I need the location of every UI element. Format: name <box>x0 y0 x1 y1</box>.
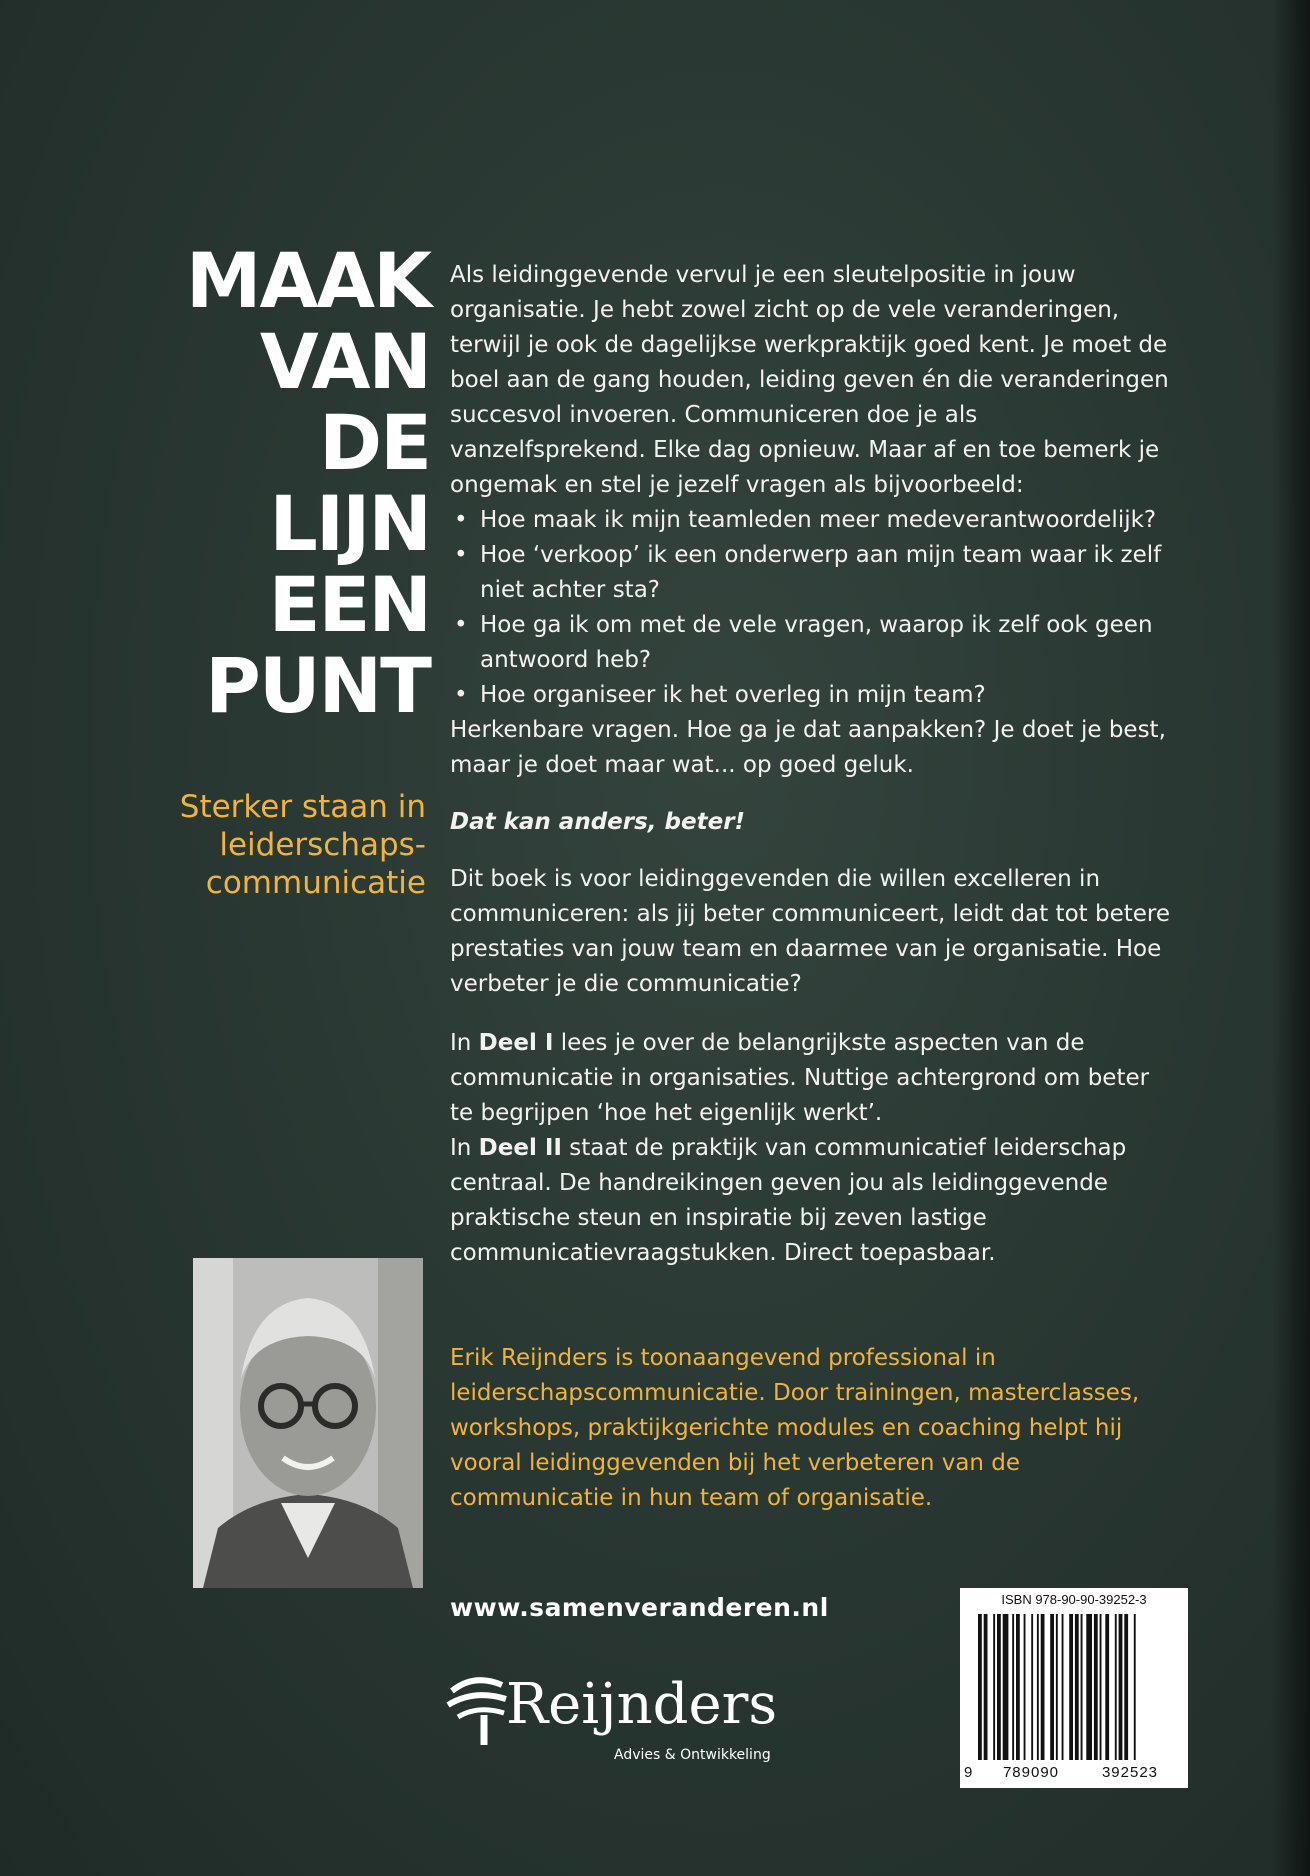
barcode-bar <box>1086 1614 1092 1760</box>
part-two-text: staat de praktijk van communicatief leiderschap centraal. De handreikingen geven jou als leidinggevende praktische steun en inspiratie bij zeven lastige communicatievraagstukken. Direct toepasbaar. <box>450 1135 1127 1266</box>
barcode-bar <box>1105 1614 1109 1760</box>
question-list <box>450 503 1170 713</box>
ean-left-digits: 789090 <box>1002 1764 1060 1781</box>
part-two-prefix: In <box>450 1135 479 1161</box>
publisher-logo <box>444 1665 804 1775</box>
title-line: EEN <box>268 560 430 649</box>
title-line: DE <box>318 398 430 487</box>
part-one-paragraph <box>450 1026 1170 1131</box>
question-item: • Hoe ‘verkoop’ ik een onderwerp aan mijn team waar ik zelf niet achter sta? <box>450 538 1170 608</box>
barcode-bar <box>1056 1614 1058 1760</box>
book-subtitle <box>120 788 426 902</box>
barcode-bar <box>1081 1614 1083 1760</box>
barcode-bar <box>1012 1614 1014 1760</box>
title-line: LIJN <box>269 479 430 568</box>
website-link[interactable]: www.samenveranderen.nl <box>450 1593 829 1622</box>
barcode-bar <box>1024 1614 1026 1760</box>
publisher-name: Reijnders <box>506 1672 778 1737</box>
barcode-bar <box>1031 1614 1033 1760</box>
ean-right-digits: 392523 <box>1101 1764 1159 1781</box>
subtitle-line: leiderschaps- <box>219 827 426 863</box>
barcode-bar <box>1115 1614 1117 1760</box>
author-bio: Erik Reijnders is toonaangevend professional in leiderschapscommunicatie. Door trainingen, masterclasses, workshops, praktijkgerichte modules en coaching helpt hij vooral leidinggevenden bij het verbeteren van de communicatie in hun team of organisatie. <box>450 1345 1140 1511</box>
author-portrait-graphic <box>193 1258 423 1588</box>
part-two-label: Deel II <box>478 1135 562 1161</box>
isbn-barcode <box>960 1588 1188 1788</box>
isbn-label: ISBN 978-90-90-39252-3 <box>1001 1592 1147 1607</box>
part-one-prefix: In <box>450 1030 479 1056</box>
part-one-text: lees je over de belangrijkste aspecten van de communicatie in organisaties. Nuttige achtergrond om beter te begrijpen ‘hoe het eigenlijk werkt’. <box>450 1030 1150 1126</box>
book-title <box>140 236 430 730</box>
barcode-bars <box>960 1588 1188 1788</box>
question-item: • Hoe ga ik om met de vele vragen, waarop ik zelf ook geen antwoord heb? <box>450 608 1170 678</box>
subtitle-line: communicatie <box>205 865 426 901</box>
barcode-bar <box>997 1614 1001 1760</box>
barcode-bar <box>1037 1614 1039 1760</box>
title-line: PUNT <box>205 641 430 730</box>
publisher-subtitle: Advies & Ontwikkeling <box>614 1747 771 1763</box>
barcode-bar <box>1124 1614 1128 1760</box>
author-photo <box>193 1258 423 1588</box>
title-line: MAAK <box>185 236 430 325</box>
intro-paragraph: Als leidinggevende vervul je een sleutelpositie in jouw organisatie. Je hebt zowel zicht op de vele veranderingen, terwijl je ook de dagelijkse werkpraktijk goed kent. Je moet de boel aan de gang houden, leiding geven én die veranderingen succesvol invoeren. Communiceren doe je als vanzelfsprekend. Elke dag opnieuw. Maar af en toe bemerk je ongemak en stel je jezelf vragen als bijvoorbeeld: <box>450 262 1169 498</box>
barcode-bar <box>1062 1614 1064 1760</box>
barcode-bar <box>1069 1614 1073 1760</box>
barcode-bar <box>993 1614 995 1760</box>
subtitle-line: Sterker staan in <box>179 789 426 825</box>
barcode-bar <box>1050 1614 1054 1760</box>
spine-shadow <box>1272 0 1310 1876</box>
question-item: • Hoe organiseer ik het overleg in mijn team? <box>450 678 1170 713</box>
barcode-bar <box>984 1614 988 1760</box>
barcode-bar <box>1100 1614 1102 1760</box>
barcode-bar <box>1094 1614 1098 1760</box>
tagline: Dat kan anders, beter! <box>450 809 746 835</box>
part-one-label: Deel I <box>478 1030 554 1056</box>
barcode-bar <box>1119 1614 1123 1760</box>
barcode-bar <box>1016 1614 1020 1760</box>
blurb <box>450 258 1170 1271</box>
publisher-emblem-icon <box>444 1669 514 1749</box>
barcode-bar <box>1041 1614 1045 1760</box>
part-two-paragraph <box>450 1131 1170 1271</box>
barcode-bar <box>978 1614 982 1760</box>
title-line: VAN <box>259 317 430 406</box>
question-item: • Hoe maak ik mijn teamleden meer medeverantwoordelijk? <box>450 503 1170 538</box>
ean-first-digit: 9 <box>964 1764 973 1781</box>
barcode-bar <box>1134 1614 1136 1760</box>
barcode-bar <box>1003 1614 1009 1760</box>
barcode-bar <box>1075 1614 1079 1760</box>
description-paragraph: Dit boek is voor leidinggevenden die willen excelleren in communiceren: als jij beter communiceert, leidt dat tot betere prestaties van jouw team en daarmee van je organisatie. Hoe verbeter je die communicatie? <box>450 866 1170 997</box>
intro-closing: Herkenbare vragen. Hoe ga je dat aanpakken? Je doet je best, maar je doet maar wat... op goed geluk. <box>450 717 1166 778</box>
